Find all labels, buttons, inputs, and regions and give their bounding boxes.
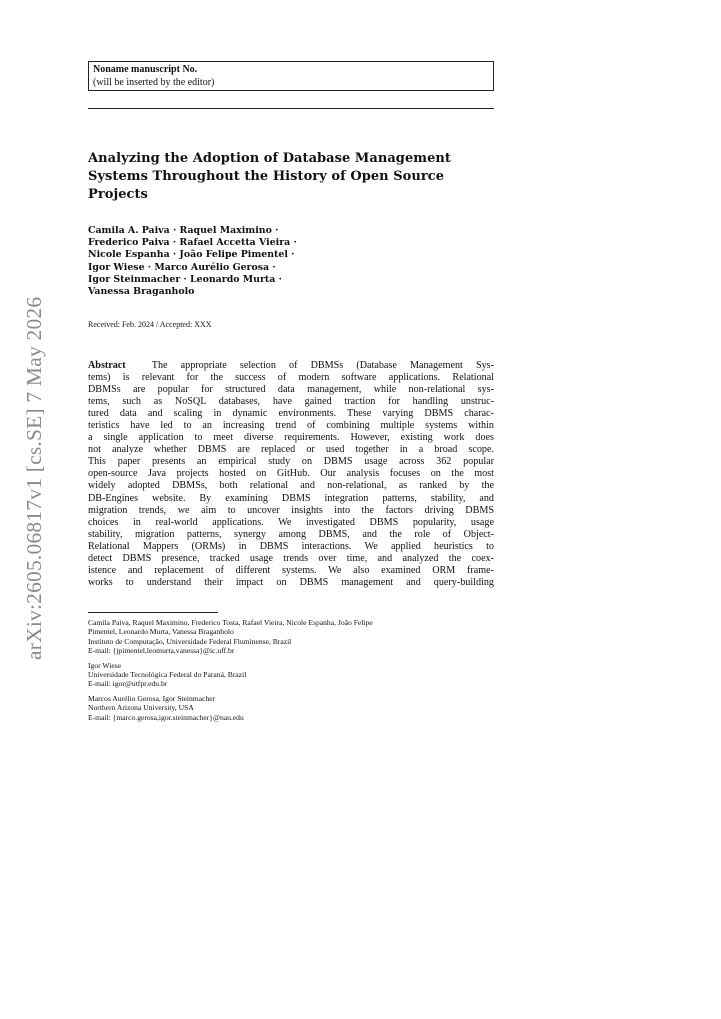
abstract-label: Abstract — [88, 360, 126, 371]
title-line: Analyzing the Adoption of Database Management — [88, 151, 451, 166]
author-line: Igor Steinmacher · Leonardo Murta · — [88, 273, 282, 285]
footnote-line: Camila Paiva, Raquel Maximino, Frederico Tosta, Rafael Vieira, Nicole Espanha, João Felipe — [88, 618, 373, 627]
affiliation-utfpr — [88, 661, 494, 689]
manuscript-editor-note: (will be inserted by the editor) — [93, 76, 215, 88]
affiliation-nau — [88, 694, 494, 722]
paper-title — [88, 150, 494, 204]
abstract-line: not analyze whether DBMS are replaced or used together in a broad scope. — [88, 444, 494, 456]
abstract-line: tems, such as NoSQL databases, have gained traction for handling unstruc- — [88, 396, 494, 408]
footnote-line: Marcos Aurélio Gerosa, Igor Steinmacher — [88, 693, 216, 703]
footnote-rule — [88, 612, 218, 613]
title-line: Systems Throughout the History of Open Source — [88, 169, 445, 184]
footnote-line: Pimentel, Leonardo Murta, Vanessa Braganholo — [88, 627, 234, 637]
abstract-line: open-source Java projects hosted on GitHub. Our analysis focuses on the most — [88, 468, 494, 480]
author-line: Camila A. Paiva · Raquel Maximino · — [88, 225, 279, 236]
abstract-line: tems) is relevant for the success of modern software applications. Relational — [88, 372, 494, 384]
author-line: Nicole Espanha · João Felipe Pimentel · — [88, 249, 295, 261]
manuscript-number-label: Noname manuscript No. — [93, 64, 198, 75]
footnote-line: Igor Wiese — [88, 660, 122, 670]
manuscript-number-box — [88, 61, 494, 91]
affiliation-footnotes — [88, 618, 494, 727]
footnote-email: E-mail: {jpimentel,leomurta,vanessa}@ic.uff.br — [88, 646, 235, 656]
footnote-line: Universidade Tecnológica Federal do Paraná, Brazil — [88, 670, 247, 680]
footnote-line: Northern Arizona University, USA — [88, 703, 194, 713]
author-list — [88, 225, 494, 298]
abstract-line: This paper presents an empirical study on DBMS usage across 362 popular — [88, 456, 494, 468]
abstract-line: tured data and scaling in dynamic environments. These varying DBMS charac- — [88, 408, 494, 420]
footnote-line: Instituto de Computação, Universidade Federal Fluminense, Brazil — [88, 636, 292, 646]
affiliation-uff — [88, 618, 494, 656]
arxiv-identifier-stamp: arXiv:2605.06817v1 [cs.SE] 7 May 2026 — [22, 296, 46, 660]
abstract-line: detect DBMS presence, tracked usage trends over time, and analyzed the coex- — [88, 552, 494, 564]
author-line: Igor Wiese · Marco Aurélio Gerosa · — [88, 261, 276, 273]
footnote-email: E-mail: igor@utfpr.edu.br — [88, 679, 168, 689]
abstract — [88, 360, 494, 589]
abstract-line: teristics have led to an increasing trend of combining multiple systems within — [88, 420, 494, 432]
abstract-first-line — [88, 360, 494, 372]
abstract-line: a single application to meet diverse requirements. However, existing work does — [88, 432, 494, 444]
received-accepted-dates: Received: Feb. 2024 / Accepted: XXX — [88, 320, 212, 329]
footnote-email: E-mail: {marco.gerosa,igor.steinmacher}@nau.edu — [88, 712, 244, 722]
abstract-line: widely adopted DBMSs, both relational and non-relational, as ranked by the — [88, 480, 494, 492]
title-line: Projects — [88, 187, 148, 202]
author-line: Vanessa Braganholo — [88, 286, 195, 298]
abstract-line: stability, migration patterns, synergy among DBMS, and the role of Object- — [88, 528, 494, 540]
abstract-line: choices in real-world applications. We investigated DBMS popularity, usage — [88, 516, 494, 528]
author-line: Frederico Paiva · Rafael Accetta Vieira · — [88, 237, 297, 249]
abstract-line: istence and replacement of different systems. We also examined ORM frame- — [88, 564, 494, 576]
abstract-text: The appropriate selection of DBMSs (Database Management Sys- — [151, 360, 494, 371]
abstract-line: works to understand their impact on DBMS management and query-building — [88, 576, 494, 588]
header-rule — [88, 108, 494, 109]
abstract-line: Relational Mappers (ORMs) in DBMS interactions. We applied heuristics to — [88, 540, 494, 552]
abstract-line: DB-Engines website. By examining DBMS integration patterns, stability, and — [88, 492, 494, 504]
abstract-line: migration trends, we aim to uncover insights into the factors driving DBMS — [88, 504, 494, 516]
abstract-line: DBMSs are popular for structured data management, while non-relational sys- — [88, 384, 494, 396]
